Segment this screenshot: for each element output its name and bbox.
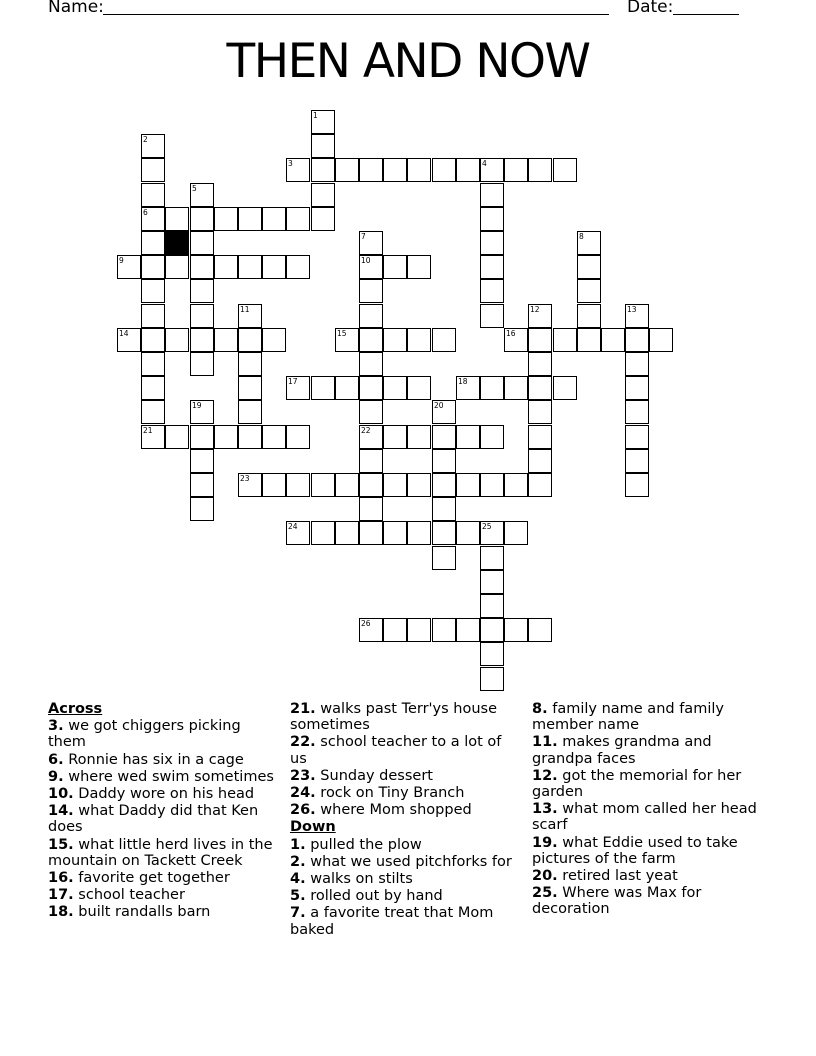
clue-number: 24. <box>290 785 316 802</box>
grid-cell[interactable] <box>190 352 214 376</box>
name-line[interactable] <box>103 14 609 15</box>
clue-text: walks past Terr'ys house sometimes <box>290 701 498 734</box>
grid-cell[interactable] <box>553 158 577 182</box>
grid-cell[interactable] <box>286 425 310 449</box>
grid-cell[interactable] <box>165 255 189 279</box>
clue-text: favorite get together <box>73 870 230 887</box>
grid-cell[interactable] <box>456 158 480 182</box>
grid-cell[interactable] <box>335 521 359 545</box>
clue-text: Ronnie has six in a cage <box>63 751 244 768</box>
grid-cell[interactable] <box>553 376 577 400</box>
grid-cell[interactable] <box>625 425 649 449</box>
clue-item <box>290 837 522 853</box>
grid-cell[interactable] <box>190 207 214 231</box>
grid-cell[interactable] <box>577 255 601 279</box>
clue-text: got the memorial for her garden <box>532 767 742 801</box>
grid-cell[interactable] <box>383 425 407 449</box>
grid-cell[interactable] <box>528 618 552 642</box>
grid-cell[interactable] <box>407 376 431 400</box>
clue-text: where wed swim sometimes <box>63 768 274 785</box>
down-heading: Down <box>290 819 336 836</box>
grid-cell[interactable] <box>262 473 286 497</box>
clue-item <box>290 871 522 887</box>
grid-cell[interactable] <box>480 521 504 545</box>
grid-cell[interactable] <box>214 425 238 449</box>
grid-cell[interactable] <box>214 255 238 279</box>
cell-number: 4 <box>482 159 487 168</box>
grid-cell[interactable] <box>311 134 335 158</box>
grid-cell[interactable] <box>238 255 262 279</box>
grid-cell[interactable] <box>190 231 214 255</box>
grid-cell[interactable] <box>480 183 504 207</box>
clue-item <box>48 837 280 869</box>
grid-cell[interactable] <box>383 328 407 352</box>
grid-cell[interactable] <box>214 328 238 352</box>
grid-cell[interactable] <box>528 400 552 424</box>
grid-cell[interactable] <box>190 279 214 303</box>
grid-cell[interactable] <box>311 110 335 134</box>
clue-text: retired last yeat <box>557 868 678 885</box>
grid-cell[interactable] <box>504 521 528 545</box>
date-label: Date: <box>627 0 674 17</box>
grid-cell[interactable] <box>165 425 189 449</box>
grid-cell[interactable] <box>190 328 214 352</box>
cell-number: 12 <box>530 305 540 314</box>
grid-cell[interactable] <box>359 400 383 424</box>
grid-cell[interactable] <box>359 618 383 642</box>
clue-number: 10. <box>48 786 74 803</box>
grid-cell[interactable] <box>407 521 431 545</box>
grid-cell[interactable] <box>480 279 504 303</box>
grid-cell[interactable] <box>432 546 456 570</box>
clue-item <box>290 888 522 904</box>
clue-item <box>48 786 280 802</box>
clue-item <box>290 785 522 801</box>
clue-item <box>290 905 522 937</box>
clue-item <box>532 768 776 800</box>
clue-column-3 <box>532 700 776 918</box>
grid-cell[interactable] <box>335 158 359 182</box>
grid-cell[interactable] <box>359 521 383 545</box>
cell-number: 19 <box>192 401 202 410</box>
clue-text: Sunday dessert <box>315 767 433 784</box>
grid-cell[interactable] <box>117 328 141 352</box>
clue-text: built randalls barn <box>73 904 211 921</box>
clue-item <box>48 904 280 920</box>
grid-cell[interactable] <box>141 183 165 207</box>
grid-cell[interactable] <box>528 328 552 352</box>
clue-text: where Mom shopped <box>315 802 472 819</box>
cell-number: 26 <box>361 619 371 628</box>
cell-number: 25 <box>482 522 492 531</box>
grid-cell[interactable] <box>238 473 262 497</box>
black-cell <box>165 231 189 255</box>
clue-number: 2. <box>290 853 306 870</box>
grid-cell[interactable] <box>383 158 407 182</box>
grid-cell[interactable] <box>407 158 431 182</box>
grid-cell[interactable] <box>456 618 480 642</box>
clue-text: rolled out by hand <box>305 888 443 905</box>
clue-text: makes grandma and grandpa faces <box>532 734 712 767</box>
grid-cell[interactable] <box>311 473 335 497</box>
grid-cell[interactable] <box>480 231 504 255</box>
cell-number: 22 <box>361 426 371 435</box>
grid-cell[interactable] <box>359 279 383 303</box>
grid-cell[interactable] <box>311 183 335 207</box>
clue-number: 25. <box>532 885 558 902</box>
cell-number: 5 <box>192 184 197 193</box>
clue-text: what mom called her head scarf <box>532 801 757 834</box>
grid-cell[interactable] <box>432 473 456 497</box>
grid-cell[interactable] <box>625 473 649 497</box>
grid-cell[interactable] <box>311 158 335 182</box>
grid-cell[interactable] <box>407 255 431 279</box>
cell-number: 23 <box>240 474 250 483</box>
clue-number: 18. <box>48 904 74 921</box>
grid-cell[interactable] <box>504 158 528 182</box>
grid-cell[interactable] <box>601 328 625 352</box>
grid-cell[interactable] <box>141 255 165 279</box>
grid-cell[interactable] <box>311 521 335 545</box>
grid-cell[interactable] <box>577 328 601 352</box>
grid-cell[interactable] <box>359 328 383 352</box>
grid-cell[interactable] <box>432 521 456 545</box>
grid-cell[interactable] <box>335 328 359 352</box>
cell-number: 18 <box>458 377 468 386</box>
clue-text: family name and family member name <box>532 701 724 734</box>
grid-cell[interactable] <box>625 449 649 473</box>
grid-cell[interactable] <box>480 158 504 182</box>
grid-cell[interactable] <box>407 618 431 642</box>
cell-number: 15 <box>337 329 347 338</box>
grid-cell[interactable] <box>286 521 310 545</box>
grid-cell[interactable] <box>141 304 165 328</box>
grid-cell[interactable] <box>141 400 165 424</box>
clue-number: 26. <box>290 802 316 819</box>
cell-number: 1 <box>313 111 318 120</box>
clue-number: 19. <box>532 834 558 851</box>
clue-item <box>48 752 280 768</box>
grid-cell[interactable] <box>383 618 407 642</box>
cell-number: 9 <box>119 256 124 265</box>
grid-cell[interactable] <box>262 328 286 352</box>
clue-text: what Eddie used to take pictures of the farm <box>532 834 738 867</box>
clue-text: Daddy wore on his head <box>73 786 255 803</box>
clue-number: 6. <box>48 751 64 768</box>
grid-cell[interactable] <box>141 376 165 400</box>
grid-cell[interactable] <box>480 255 504 279</box>
cell-number: 13 <box>627 305 637 314</box>
cell-number: 20 <box>434 401 444 410</box>
clue-item <box>48 887 280 903</box>
grid-cell[interactable] <box>480 570 504 594</box>
grid-cell[interactable] <box>238 352 262 376</box>
grid-cell[interactable] <box>504 473 528 497</box>
grid-cell[interactable] <box>577 304 601 328</box>
puzzle-title: THEN AND NOW <box>226 34 590 89</box>
grid-cell[interactable] <box>359 449 383 473</box>
grid-cell[interactable] <box>238 400 262 424</box>
clue-number: 23. <box>290 767 316 784</box>
grid-cell[interactable] <box>432 618 456 642</box>
grid-cell[interactable] <box>456 521 480 545</box>
clue-number: 15. <box>48 836 74 853</box>
grid-cell[interactable] <box>456 425 480 449</box>
grid-cell[interactable] <box>480 207 504 231</box>
clue-item <box>290 701 522 733</box>
clue-text: what Daddy did that Ken does <box>48 803 259 836</box>
grid-cell[interactable] <box>528 425 552 449</box>
clue-item <box>290 768 522 784</box>
grid-cell[interactable] <box>432 449 456 473</box>
clue-item <box>48 803 280 835</box>
clue-item <box>48 718 280 750</box>
grid-cell[interactable] <box>190 449 214 473</box>
cell-number: 21 <box>143 426 153 435</box>
grid-cell[interactable] <box>577 231 601 255</box>
grid-cell[interactable] <box>432 497 456 521</box>
clue-text: pulled the plow <box>305 836 422 853</box>
grid-cell[interactable] <box>214 207 238 231</box>
clue-item <box>532 734 776 766</box>
clue-text: a favorite treat that Mom baked <box>290 905 494 938</box>
clue-column-1 <box>48 700 280 921</box>
grid-cell[interactable] <box>480 642 504 666</box>
clue-text: we got chiggers picking them <box>48 718 241 751</box>
grid-cell[interactable] <box>504 328 528 352</box>
grid-cell[interactable] <box>190 183 214 207</box>
clue-number: 7. <box>290 905 306 922</box>
grid-cell[interactable] <box>335 473 359 497</box>
grid-cell[interactable] <box>383 521 407 545</box>
grid-cell[interactable] <box>286 255 310 279</box>
cell-number: 10 <box>361 256 371 265</box>
grid-cell[interactable] <box>456 473 480 497</box>
grid-cell[interactable] <box>141 158 165 182</box>
grid-cell[interactable] <box>625 352 649 376</box>
grid-cell[interactable] <box>528 376 552 400</box>
clue-number: 16. <box>48 870 74 887</box>
grid-cell[interactable] <box>262 425 286 449</box>
grid-cell[interactable] <box>190 497 214 521</box>
clue-number: 8. <box>532 701 548 717</box>
grid-cell[interactable] <box>238 376 262 400</box>
clue-number: 3. <box>48 718 64 735</box>
clue-text: what we used pitchforks for <box>305 853 512 870</box>
grid-cell[interactable] <box>359 158 383 182</box>
grid-cell[interactable] <box>238 207 262 231</box>
clue-item <box>290 734 522 766</box>
grid-cell[interactable] <box>504 376 528 400</box>
grid-cell[interactable] <box>480 546 504 570</box>
grid-cell[interactable] <box>359 304 383 328</box>
grid-cell[interactable] <box>528 158 552 182</box>
grid-cell[interactable] <box>359 473 383 497</box>
grid-cell[interactable] <box>432 400 456 424</box>
grid-cell[interactable] <box>359 255 383 279</box>
grid-cell[interactable] <box>190 425 214 449</box>
grid-cell[interactable] <box>407 425 431 449</box>
clue-text: school teacher to a lot of us <box>290 734 502 767</box>
clue-item <box>290 802 522 818</box>
grid-cell[interactable] <box>117 255 141 279</box>
grid-cell[interactable] <box>480 304 504 328</box>
clue-text: rock on Tiny Branch <box>315 785 465 802</box>
grid-cell[interactable] <box>480 425 504 449</box>
clue-column-2 <box>290 700 522 938</box>
grid-cell[interactable] <box>141 207 165 231</box>
grid-cell[interactable] <box>528 352 552 376</box>
grid-cell[interactable] <box>190 473 214 497</box>
clue-number: 5. <box>290 888 306 905</box>
clue-text: Where was Max for decoration <box>532 885 702 918</box>
grid-cell[interactable] <box>262 255 286 279</box>
grid-cell[interactable] <box>432 425 456 449</box>
cell-number: 6 <box>143 208 148 217</box>
grid-cell[interactable] <box>335 376 359 400</box>
clue-item <box>48 870 280 886</box>
date-line[interactable] <box>673 14 739 15</box>
clue-number: 17. <box>48 887 74 904</box>
grid-cell[interactable] <box>141 279 165 303</box>
clue-number: 12. <box>532 767 558 784</box>
grid-cell[interactable] <box>141 352 165 376</box>
grid-cell[interactable] <box>286 473 310 497</box>
grid-cell[interactable] <box>286 376 310 400</box>
name-label: Name: <box>48 0 104 17</box>
grid-cell[interactable] <box>311 207 335 231</box>
grid-cell[interactable] <box>528 449 552 473</box>
grid-cell[interactable] <box>190 255 214 279</box>
grid-cell[interactable] <box>625 304 649 328</box>
clue-text: school teacher <box>73 887 185 904</box>
grid-cell[interactable] <box>359 497 383 521</box>
grid-cell[interactable] <box>625 400 649 424</box>
grid-cell[interactable] <box>238 328 262 352</box>
clue-item <box>532 801 776 833</box>
grid-cell[interactable] <box>528 473 552 497</box>
grid-cell[interactable] <box>480 618 504 642</box>
grid-cell[interactable] <box>141 328 165 352</box>
grid-cell[interactable] <box>383 473 407 497</box>
clue-item <box>532 835 776 867</box>
cell-number: 3 <box>288 159 293 168</box>
grid-cell[interactable] <box>190 400 214 424</box>
grid-cell[interactable] <box>359 231 383 255</box>
grid-cell[interactable] <box>359 425 383 449</box>
grid-cell[interactable] <box>407 328 431 352</box>
cell-number: 11 <box>240 305 250 314</box>
cell-number: 14 <box>119 329 129 338</box>
clue-item <box>48 769 280 785</box>
grid-cell[interactable] <box>480 376 504 400</box>
clue-item <box>532 868 776 884</box>
grid-cell[interactable] <box>286 207 310 231</box>
cell-number: 24 <box>288 522 298 531</box>
cell-number: 8 <box>579 232 584 241</box>
clue-number: 1. <box>290 836 306 853</box>
grid-cell[interactable] <box>165 328 189 352</box>
cell-number: 16 <box>506 329 516 338</box>
grid-cell[interactable] <box>504 618 528 642</box>
grid-cell[interactable] <box>456 376 480 400</box>
grid-cell[interactable] <box>480 473 504 497</box>
clue-number: 22. <box>290 734 316 751</box>
cell-number: 2 <box>143 135 148 144</box>
grid-cell[interactable] <box>262 207 286 231</box>
grid-cell[interactable] <box>141 425 165 449</box>
clue-text: what little herd lives in the mountain on Tackett Creek <box>48 836 273 869</box>
grid-cell[interactable] <box>286 158 310 182</box>
clue-number: 9. <box>48 768 64 785</box>
clue-number: 13. <box>532 801 558 818</box>
clue-text: walks on stilts <box>305 871 413 888</box>
cell-number: 7 <box>361 232 366 241</box>
grid-cell[interactable] <box>432 328 456 352</box>
clue-number: 20. <box>532 868 558 885</box>
grid-cell[interactable] <box>141 231 165 255</box>
grid-cell[interactable] <box>359 376 383 400</box>
clue-number: 4. <box>290 871 306 888</box>
grid-cell[interactable] <box>432 158 456 182</box>
grid-cell[interactable] <box>238 304 262 328</box>
clue-item <box>290 854 522 870</box>
grid-cell[interactable] <box>625 328 649 352</box>
grid-cell[interactable] <box>238 425 262 449</box>
clue-number: 14. <box>48 803 74 820</box>
grid-cell[interactable] <box>407 473 431 497</box>
grid-cell[interactable] <box>553 328 577 352</box>
clue-item <box>532 885 776 917</box>
grid-cell[interactable] <box>528 304 552 328</box>
across-heading: Across <box>48 701 103 717</box>
clue-number: 21. <box>290 701 316 717</box>
cell-number: 17 <box>288 377 298 386</box>
grid-cell[interactable] <box>480 594 504 618</box>
clue-number: 11. <box>532 734 558 751</box>
grid-cell[interactable] <box>141 134 165 158</box>
grid-cell[interactable] <box>577 279 601 303</box>
grid-cell[interactable] <box>311 376 335 400</box>
clue-item <box>532 701 776 733</box>
grid-cell[interactable] <box>383 255 407 279</box>
grid-cell[interactable] <box>190 304 214 328</box>
grid-cell[interactable] <box>480 667 504 691</box>
grid-cell[interactable] <box>625 376 649 400</box>
grid-cell[interactable] <box>165 207 189 231</box>
grid-cell[interactable] <box>649 328 673 352</box>
grid-cell[interactable] <box>383 376 407 400</box>
grid-cell[interactable] <box>359 352 383 376</box>
